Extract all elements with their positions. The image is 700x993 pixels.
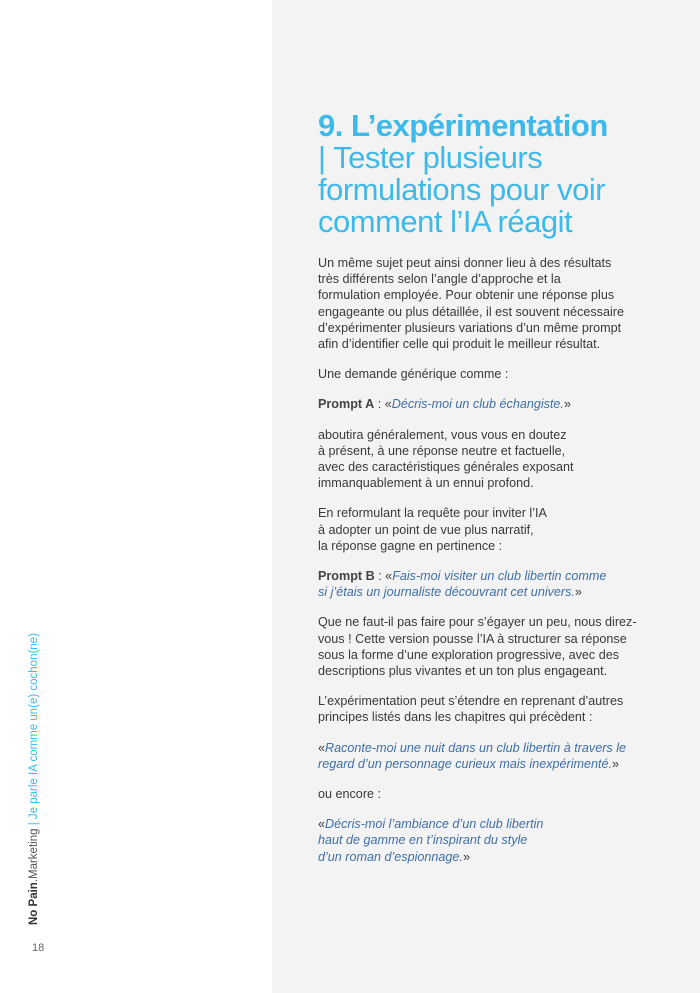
text-line: très différents selon l’angle d’approche et la — [318, 272, 561, 287]
paragraph — [318, 505, 678, 554]
page-number: 18 — [32, 942, 45, 954]
paragraph — [318, 786, 678, 802]
paragraph — [318, 693, 678, 725]
chapter-subtitle-line: comment l’IA réagit — [318, 204, 573, 239]
text-line: descriptions plus vivantes et un ton plus engageant. — [318, 664, 608, 679]
text-line: à présent, à une réponse neutre et factuelle, — [318, 443, 566, 458]
prompt-sep: : « — [374, 569, 393, 584]
quote-text: d’un roman d’espionnage. — [318, 849, 463, 864]
paragraph — [318, 255, 678, 352]
chapter-subtitle-line: | Tester plusieurs — [318, 140, 543, 175]
text-line: d’expérimenter plusieurs variations d’un même prompt — [318, 320, 622, 335]
prompt-text: si j’étais un journaliste découvrant cet univers. — [318, 585, 575, 600]
quote-close: » — [574, 585, 582, 600]
book-title: Je parle IA comme un(e) cochon(ne) — [28, 633, 40, 820]
separator: | — [28, 822, 40, 826]
quote-close: » — [563, 397, 571, 412]
quote-text: regard d’un personnage curieux mais inexpérimenté. — [318, 756, 613, 771]
chapter-subtitle-line: formulations pour voir — [318, 172, 606, 207]
text-line: immanquablement à un ennui profond. — [318, 476, 534, 491]
prompt-label: Prompt B — [318, 569, 375, 584]
text-line: engageante ou plus détaillée, il est souvent nécessaire — [318, 304, 624, 319]
quote-text: haut de gamme en t’inspirant du style — [318, 833, 528, 848]
prompt-text: Fais-moi visiter un club libertin comme — [392, 569, 607, 584]
text-line: Que ne faut-il pas faire pour s’égayer un peu, nous direz- — [318, 615, 637, 630]
text-line: Un même sujet peut ainsi donner lieu à des résultats — [318, 256, 612, 270]
prompt-text: Décris-moi un club échangiste. — [391, 397, 564, 412]
text-line: Une demande générique comme : — [318, 367, 509, 382]
text-line: aboutira généralement, vous vous en doutez — [318, 427, 567, 442]
text-line: L’expérimentation peut s’étendre en reprenant d’autres — [318, 694, 624, 709]
text-line: vous ! Cette version pousse l’IA à structurer sa réponse — [318, 631, 627, 646]
text-line: la réponse gagne en pertinence : — [318, 538, 503, 553]
brand-name: No Pain — [28, 882, 40, 925]
brand-suffix: .Marketing — [28, 828, 40, 883]
quote-open: « — [318, 817, 326, 832]
paragraph — [318, 366, 678, 382]
text-line: sous la forme d’une exploration progressive, avec des — [318, 647, 620, 662]
paragraph — [318, 427, 678, 492]
running-footer — [28, 633, 40, 925]
text-line: à adopter un point de vue plus narratif, — [318, 522, 534, 537]
quote-close: » — [612, 756, 620, 771]
prompt-a — [318, 396, 678, 412]
chapter-heading: 9. L’expérimentation — [318, 108, 608, 143]
text-line: avec des caractéristiques générales exposant — [318, 460, 574, 475]
quote-example-1 — [318, 740, 678, 772]
prompt-sep: : « — [374, 397, 392, 412]
quote-text: Décris-moi l’ambiance d’un club libertin — [325, 817, 544, 832]
paragraph — [318, 614, 678, 679]
prompt-label: Prompt A — [318, 397, 375, 412]
quote-text: Raconte-moi une nuit dans un club libertin à travers le — [325, 740, 627, 755]
text-line: formulation employée. Pour obtenir une réponse plus — [318, 288, 615, 303]
text-line: afin d’identifier celle qui produit le meilleur résultat. — [318, 337, 601, 352]
text-line: ou encore : — [318, 787, 382, 802]
text-line: En reformulant la requête pour inviter l’IA — [318, 506, 547, 521]
text-line: principes listés dans les chapitres qui précèdent : — [318, 710, 593, 725]
chapter-title — [318, 110, 688, 238]
quote-open: « — [318, 740, 326, 755]
quote-example-2 — [318, 816, 678, 865]
prompt-b — [318, 568, 678, 600]
body-text — [318, 255, 678, 879]
quote-close: » — [462, 849, 470, 864]
